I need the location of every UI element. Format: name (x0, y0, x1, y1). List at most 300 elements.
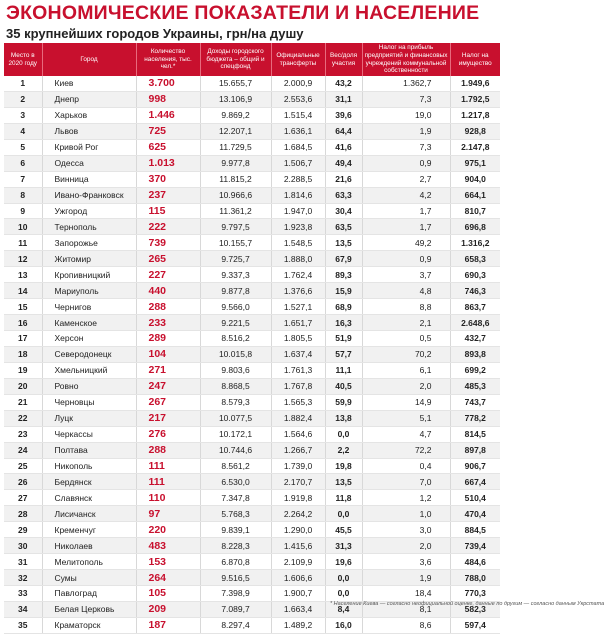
property-cell: 597,4 (450, 617, 500, 633)
tax-cell: 1,2 (362, 490, 450, 506)
header-place: Место в 2020 году (4, 43, 42, 76)
transfers-cell: 1.762,4 (271, 267, 325, 283)
revenue-cell: 9.725,7 (200, 251, 271, 267)
transfers-cell: 1.900,7 (271, 586, 325, 602)
city-cell: Тернополь (42, 219, 136, 235)
property-cell: 1.316,2 (450, 235, 500, 251)
property-cell: 432,7 (450, 331, 500, 347)
population-cell: 271 (136, 362, 200, 378)
city-cell: Луцк (42, 410, 136, 426)
revenue-cell: 9.337,3 (200, 267, 271, 283)
share-cell: 16,3 (325, 315, 362, 331)
share-cell: 2,2 (325, 442, 362, 458)
population-cell: 111 (136, 458, 200, 474)
transfers-cell: 1.515,4 (271, 107, 325, 123)
tax-cell: 7,3 (362, 91, 450, 107)
transfers-cell: 1.947,0 (271, 203, 325, 219)
property-cell: 770,3 (450, 586, 500, 602)
tax-cell: 6,1 (362, 362, 450, 378)
revenue-cell: 11.729,5 (200, 139, 271, 155)
city-cell: Белая Церковь (42, 601, 136, 617)
population-cell: 370 (136, 171, 200, 187)
population-cell: 153 (136, 554, 200, 570)
place-cell: 15 (4, 299, 42, 315)
population-cell: 217 (136, 410, 200, 426)
city-cell: Черновцы (42, 394, 136, 410)
table-row (4, 490, 500, 506)
share-cell: 16,0 (325, 617, 362, 633)
place-cell: 29 (4, 522, 42, 538)
place-cell: 2 (4, 91, 42, 107)
place-cell: 8 (4, 187, 42, 203)
transfers-cell: 1.527,1 (271, 299, 325, 315)
property-cell: 699,2 (450, 362, 500, 378)
share-cell: 31,3 (325, 538, 362, 554)
revenue-cell: 10.744,6 (200, 442, 271, 458)
place-cell: 26 (4, 474, 42, 490)
population-cell: 97 (136, 506, 200, 522)
transfers-cell: 1.919,8 (271, 490, 325, 506)
tax-cell: 2,7 (362, 171, 450, 187)
revenue-cell: 9.516,5 (200, 570, 271, 586)
population-cell: 264 (136, 570, 200, 586)
tax-cell: 1,9 (362, 570, 450, 586)
table-row (4, 617, 500, 633)
place-cell: 3 (4, 107, 42, 123)
city-cell: Бердянск (42, 474, 136, 490)
property-cell: 690,3 (450, 267, 500, 283)
table-header-row (4, 43, 500, 76)
share-cell: 63,3 (325, 187, 362, 203)
share-cell: 21,6 (325, 171, 362, 187)
place-cell: 34 (4, 601, 42, 617)
city-cell: Мариуполь (42, 283, 136, 299)
place-cell: 11 (4, 235, 42, 251)
city-cell: Полтава (42, 442, 136, 458)
city-cell: Винница (42, 171, 136, 187)
share-cell: 15,9 (325, 283, 362, 299)
city-cell: Ровно (42, 378, 136, 394)
population-cell: 222 (136, 219, 200, 235)
place-cell: 6 (4, 155, 42, 171)
share-cell: 13,8 (325, 410, 362, 426)
revenue-cell: 9.797,5 (200, 219, 271, 235)
city-cell: Лисичанск (42, 506, 136, 522)
place-cell: 33 (4, 586, 42, 602)
population-cell: 110 (136, 490, 200, 506)
revenue-cell: 8.868,5 (200, 378, 271, 394)
property-cell: 746,3 (450, 283, 500, 299)
revenue-cell: 8.516,2 (200, 331, 271, 347)
property-cell: 485,3 (450, 378, 500, 394)
table-row (4, 394, 500, 410)
revenue-cell: 9.566,0 (200, 299, 271, 315)
property-cell: 484,6 (450, 554, 500, 570)
property-cell: 664,1 (450, 187, 500, 203)
revenue-cell: 7.398,9 (200, 586, 271, 602)
revenue-cell: 8.579,3 (200, 394, 271, 410)
city-cell: Сумы (42, 570, 136, 586)
population-cell: 483 (136, 538, 200, 554)
city-cell: Киев (42, 76, 136, 91)
population-cell: 998 (136, 91, 200, 107)
share-cell: 31,1 (325, 91, 362, 107)
place-cell: 10 (4, 219, 42, 235)
revenue-cell: 8.561,2 (200, 458, 271, 474)
header-revenue: Доходы городского бюджета – общий и спецфонд (200, 43, 271, 76)
city-cell: Днепр (42, 91, 136, 107)
share-cell: 67,9 (325, 251, 362, 267)
population-cell: 115 (136, 203, 200, 219)
city-cell: Николаев (42, 538, 136, 554)
property-cell: 893,8 (450, 346, 500, 362)
place-cell: 18 (4, 346, 42, 362)
transfers-cell: 1.565,3 (271, 394, 325, 410)
header-city: Город (42, 43, 136, 76)
revenue-cell: 8.297,4 (200, 617, 271, 633)
population-cell: 265 (136, 251, 200, 267)
table-row (4, 251, 500, 267)
city-cell: Житомир (42, 251, 136, 267)
place-cell: 28 (4, 506, 42, 522)
city-cell: Черкассы (42, 426, 136, 442)
revenue-cell: 7.089,7 (200, 601, 271, 617)
share-cell: 0,0 (325, 426, 362, 442)
population-cell: 739 (136, 235, 200, 251)
share-cell: 59,9 (325, 394, 362, 410)
property-cell: 667,4 (450, 474, 500, 490)
place-cell: 7 (4, 171, 42, 187)
table-row (4, 346, 500, 362)
share-cell: 40,5 (325, 378, 362, 394)
table-row (4, 283, 500, 299)
city-cell: Ужгород (42, 203, 136, 219)
share-cell: 57,7 (325, 346, 362, 362)
revenue-cell: 7.347,8 (200, 490, 271, 506)
transfers-cell: 2.288,5 (271, 171, 325, 187)
revenue-cell: 8.228,3 (200, 538, 271, 554)
table-row (4, 315, 500, 331)
property-cell: 739,4 (450, 538, 500, 554)
population-cell: 111 (136, 474, 200, 490)
table-row (4, 203, 500, 219)
population-cell: 3.700 (136, 76, 200, 91)
table-row (4, 554, 500, 570)
tax-cell: 1,9 (362, 123, 450, 139)
header-population: Количество населения, тыс. чел.* (136, 43, 200, 76)
place-cell: 21 (4, 394, 42, 410)
tax-cell: 2,1 (362, 315, 450, 331)
table-row (4, 331, 500, 347)
transfers-cell: 1.888,0 (271, 251, 325, 267)
transfers-cell: 1.651,7 (271, 315, 325, 331)
transfers-cell: 1.548,5 (271, 235, 325, 251)
share-cell: 30,4 (325, 203, 362, 219)
table-row (4, 107, 500, 123)
city-cell: Каменское (42, 315, 136, 331)
share-cell: 43,2 (325, 76, 362, 91)
population-cell: 104 (136, 346, 200, 362)
population-cell: 725 (136, 123, 200, 139)
tax-cell: 0,9 (362, 155, 450, 171)
table-row (4, 506, 500, 522)
revenue-cell: 9.869,2 (200, 107, 271, 123)
transfers-cell: 1.290,0 (271, 522, 325, 538)
revenue-cell: 10.172,1 (200, 426, 271, 442)
table-row (4, 522, 500, 538)
table-row (4, 362, 500, 378)
population-cell: 227 (136, 267, 200, 283)
table-row (4, 378, 500, 394)
place-cell: 13 (4, 267, 42, 283)
city-cell: Кропивницкий (42, 267, 136, 283)
transfers-cell: 1.814,6 (271, 187, 325, 203)
revenue-cell: 9.977,8 (200, 155, 271, 171)
place-cell: 30 (4, 538, 42, 554)
property-cell: 810,7 (450, 203, 500, 219)
share-cell: 0,0 (325, 506, 362, 522)
population-cell: 237 (136, 187, 200, 203)
place-cell: 4 (4, 123, 42, 139)
tax-cell: 0,4 (362, 458, 450, 474)
transfers-cell: 1.606,6 (271, 570, 325, 586)
population-cell: 187 (136, 617, 200, 633)
city-cell: Запорожье (42, 235, 136, 251)
table-row (4, 299, 500, 315)
share-cell: 13,5 (325, 474, 362, 490)
city-cell: Кременчуг (42, 522, 136, 538)
city-cell: Никополь (42, 458, 136, 474)
city-cell: Харьков (42, 107, 136, 123)
property-cell: 884,5 (450, 522, 500, 538)
tax-cell: 8,6 (362, 617, 450, 633)
footnote: * Население Киева — согласно неофициальной оценке, данные по другим — согласно данным Укрстата (330, 601, 604, 607)
table-row (4, 458, 500, 474)
place-cell: 20 (4, 378, 42, 394)
revenue-cell: 6.870,8 (200, 554, 271, 570)
share-cell: 68,9 (325, 299, 362, 315)
table-row (4, 426, 500, 442)
population-cell: 105 (136, 586, 200, 602)
transfers-cell: 1.636,1 (271, 123, 325, 139)
city-cell: Херсон (42, 331, 136, 347)
table-row (4, 267, 500, 283)
transfers-cell: 2.553,6 (271, 91, 325, 107)
share-cell: 0,0 (325, 570, 362, 586)
share-cell: 39,6 (325, 107, 362, 123)
transfers-cell: 1.564,6 (271, 426, 325, 442)
place-cell: 22 (4, 410, 42, 426)
city-cell: Ивано-Франковск (42, 187, 136, 203)
transfers-cell: 1.882,4 (271, 410, 325, 426)
tax-cell: 5,1 (362, 410, 450, 426)
city-cell: Кривой Рог (42, 139, 136, 155)
revenue-cell: 12.207,1 (200, 123, 271, 139)
share-cell: 41,6 (325, 139, 362, 155)
table-row (4, 219, 500, 235)
transfers-cell: 1.761,3 (271, 362, 325, 378)
city-cell: Краматорск (42, 617, 136, 633)
property-cell: 814,5 (450, 426, 500, 442)
tax-cell: 18,4 (362, 586, 450, 602)
transfers-cell: 1.739,0 (271, 458, 325, 474)
revenue-cell: 13.106,9 (200, 91, 271, 107)
population-cell: 288 (136, 442, 200, 458)
population-cell: 625 (136, 139, 200, 155)
population-cell: 276 (136, 426, 200, 442)
share-cell: 19,6 (325, 554, 362, 570)
tax-cell: 0,5 (362, 331, 450, 347)
property-cell: 863,7 (450, 299, 500, 315)
share-cell: 51,9 (325, 331, 362, 347)
revenue-cell: 11.361,2 (200, 203, 271, 219)
city-cell: Одесса (42, 155, 136, 171)
share-cell: 19,8 (325, 458, 362, 474)
city-cell: Славянск (42, 490, 136, 506)
transfers-cell: 1.767,8 (271, 378, 325, 394)
property-cell: 743,7 (450, 394, 500, 410)
place-cell: 19 (4, 362, 42, 378)
city-cell: Мелитополь (42, 554, 136, 570)
share-cell: 11,1 (325, 362, 362, 378)
tax-cell: 1.362,7 (362, 76, 450, 91)
tax-cell: 7,0 (362, 474, 450, 490)
place-cell: 32 (4, 570, 42, 586)
property-cell: 904,0 (450, 171, 500, 187)
share-cell: 11,8 (325, 490, 362, 506)
tax-cell: 14,9 (362, 394, 450, 410)
place-cell: 5 (4, 139, 42, 155)
table-row (4, 171, 500, 187)
population-cell: 209 (136, 601, 200, 617)
page-title: ЭКОНОМИЧЕСКИЕ ПОКАЗАТЕЛИ И НАСЕЛЕНИЕ (6, 2, 480, 24)
property-cell: 470,4 (450, 506, 500, 522)
transfers-cell: 1.266,7 (271, 442, 325, 458)
population-cell: 440 (136, 283, 200, 299)
place-cell: 9 (4, 203, 42, 219)
place-cell: 24 (4, 442, 42, 458)
header-transfers: Официальные трансферты (271, 43, 325, 76)
share-cell: 45,5 (325, 522, 362, 538)
population-cell: 288 (136, 299, 200, 315)
property-cell: 696,8 (450, 219, 500, 235)
property-cell: 778,2 (450, 410, 500, 426)
population-cell: 247 (136, 378, 200, 394)
table-row (4, 538, 500, 554)
table-row (4, 187, 500, 203)
tax-cell: 4,8 (362, 283, 450, 299)
revenue-cell: 9.877,8 (200, 283, 271, 299)
property-cell: 897,8 (450, 442, 500, 458)
transfers-cell: 2.109,9 (271, 554, 325, 570)
property-cell: 582,3 (450, 601, 500, 617)
tax-cell: 8,1 (362, 601, 450, 617)
revenue-cell: 10.155,7 (200, 235, 271, 251)
city-cell: Хмельницкий (42, 362, 136, 378)
population-cell: 220 (136, 522, 200, 538)
tax-cell: 49,2 (362, 235, 450, 251)
revenue-cell: 9.839,1 (200, 522, 271, 538)
place-cell: 23 (4, 426, 42, 442)
tax-cell: 2,0 (362, 378, 450, 394)
property-cell: 788,0 (450, 570, 500, 586)
table-row (4, 474, 500, 490)
tax-cell: 8,8 (362, 299, 450, 315)
revenue-cell: 10.015,8 (200, 346, 271, 362)
share-cell: 49,4 (325, 155, 362, 171)
transfers-cell: 1.923,8 (271, 219, 325, 235)
share-cell: 8,4 (325, 601, 362, 617)
place-cell: 1 (4, 76, 42, 91)
table-row (4, 123, 500, 139)
revenue-cell: 6.530,0 (200, 474, 271, 490)
property-cell: 510,4 (450, 490, 500, 506)
population-cell: 233 (136, 315, 200, 331)
transfers-cell: 2.000,9 (271, 76, 325, 91)
share-cell: 0,0 (325, 586, 362, 602)
table-row (4, 586, 500, 602)
tax-cell: 1,7 (362, 219, 450, 235)
transfers-cell: 2.264,2 (271, 506, 325, 522)
place-cell: 25 (4, 458, 42, 474)
place-cell: 14 (4, 283, 42, 299)
transfers-cell: 1.805,5 (271, 331, 325, 347)
tax-cell: 3,0 (362, 522, 450, 538)
property-cell: 1.792,5 (450, 91, 500, 107)
place-cell: 17 (4, 331, 42, 347)
table-row (4, 155, 500, 171)
transfers-cell: 1.506,7 (271, 155, 325, 171)
transfers-cell: 2.170,7 (271, 474, 325, 490)
property-cell: 906,7 (450, 458, 500, 474)
transfers-cell: 1.637,4 (271, 346, 325, 362)
city-cell: Львов (42, 123, 136, 139)
property-cell: 1.949,6 (450, 76, 500, 91)
revenue-cell: 15.655,7 (200, 76, 271, 91)
revenue-cell: 9.803,6 (200, 362, 271, 378)
population-cell: 1.446 (136, 107, 200, 123)
revenue-cell: 10.966,6 (200, 187, 271, 203)
tax-cell: 3,6 (362, 554, 450, 570)
table-row (4, 91, 500, 107)
city-cell: Чернигов (42, 299, 136, 315)
share-cell: 13,5 (325, 235, 362, 251)
place-cell: 35 (4, 617, 42, 633)
tax-cell: 4,2 (362, 187, 450, 203)
share-cell: 89,3 (325, 267, 362, 283)
property-cell: 2.147,8 (450, 139, 500, 155)
city-indicators-table (4, 43, 500, 634)
tax-cell: 1,0 (362, 506, 450, 522)
share-cell: 64,4 (325, 123, 362, 139)
tax-cell: 2,0 (362, 538, 450, 554)
transfers-cell: 1.376,6 (271, 283, 325, 299)
place-cell: 12 (4, 251, 42, 267)
header-share: Вес/доля участия (325, 43, 362, 76)
property-cell: 975,1 (450, 155, 500, 171)
population-cell: 1.013 (136, 155, 200, 171)
table-row (4, 76, 500, 91)
transfers-cell: 1.663,4 (271, 601, 325, 617)
table-row (4, 235, 500, 251)
tax-cell: 70,2 (362, 346, 450, 362)
tax-cell: 1,7 (362, 203, 450, 219)
place-cell: 27 (4, 490, 42, 506)
property-cell: 658,3 (450, 251, 500, 267)
transfers-cell: 1.684,5 (271, 139, 325, 155)
header-property: Налог на имущество (450, 43, 500, 76)
population-cell: 289 (136, 331, 200, 347)
